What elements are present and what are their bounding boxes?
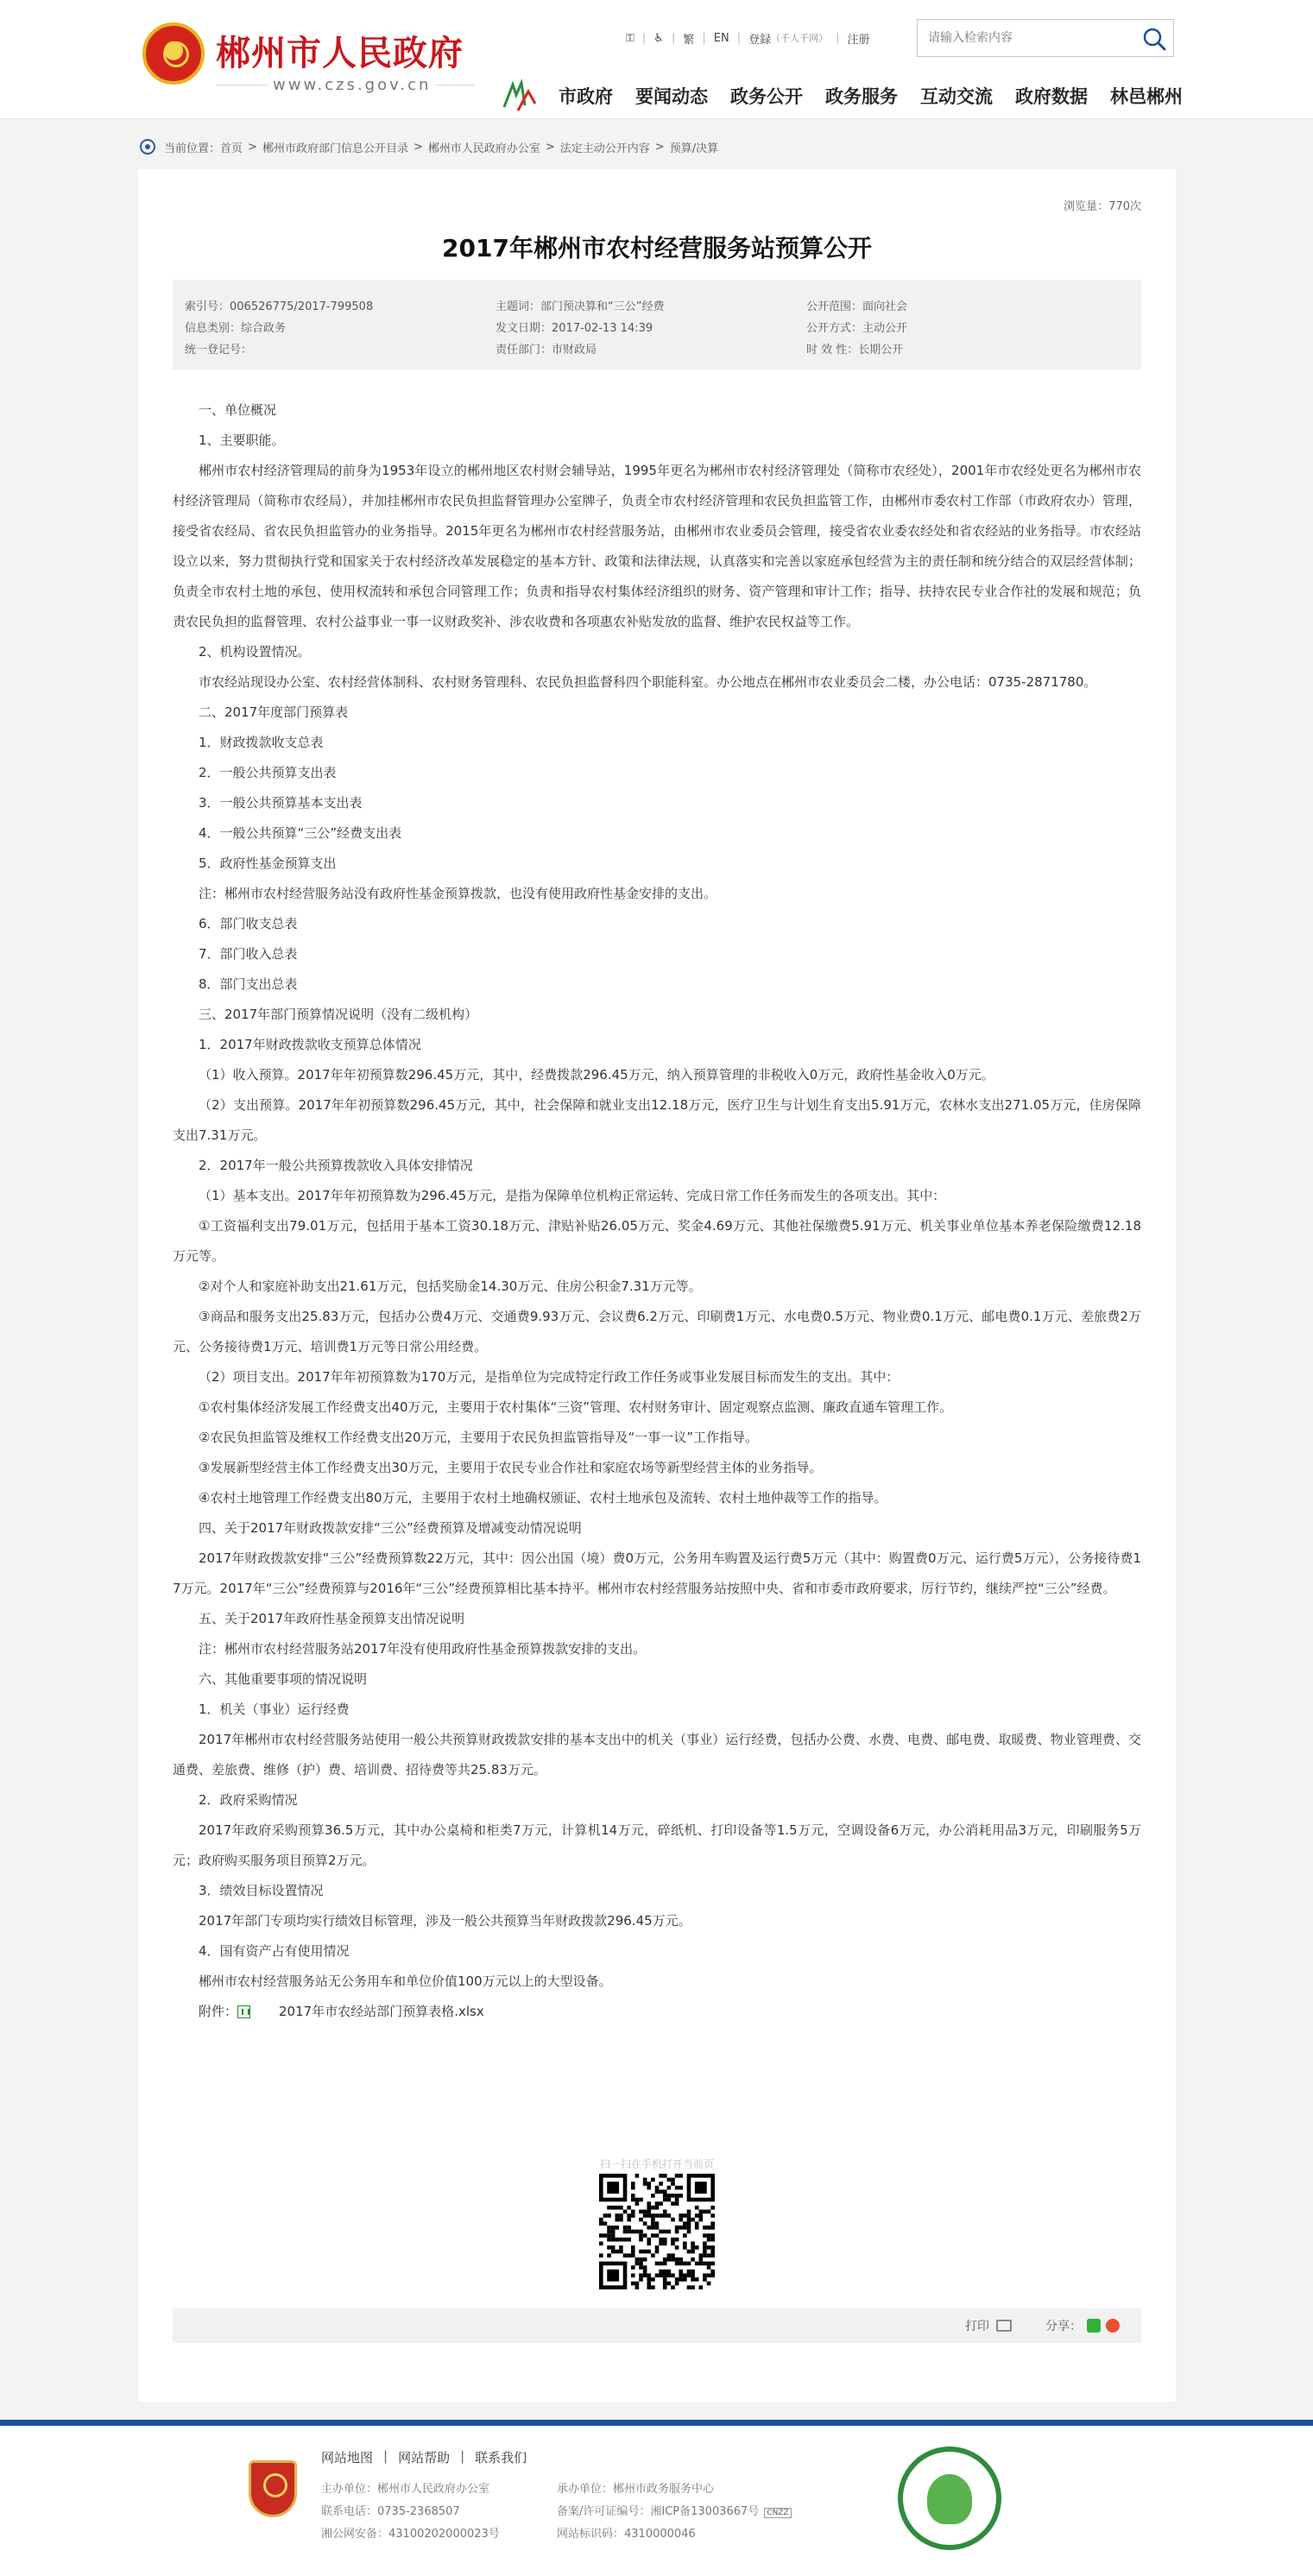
meta-unified-no: 统一登记号： — [185, 344, 253, 357]
nav-item-linyi-chenzhou[interactable]: 林邑郴州 — [1110, 86, 1183, 107]
search-box — [917, 19, 1174, 57]
wechat-icon[interactable] — [1087, 2319, 1101, 2333]
login-note: （千人千网） — [771, 33, 829, 44]
breadcrumb-item[interactable]: 郴州市人民政府办公室 — [427, 142, 540, 155]
article-paragraph: 四、关于2017年财政拨款安排“三公”经费预算及增减变动情况说明 — [199, 1520, 582, 1536]
article-paragraph: 2017年政府采购预算36.5万元，其中办公桌椅和柜类7万元，计算机14万元，碎纸机、打印设备等1.5万元，空调设备6万元，办公消耗用品3万元，印刷服务5万元；政府购买服务项目预算2万元。 — [173, 1822, 1141, 1868]
article-paragraph: 7．部门收入总表 — [199, 946, 298, 962]
article-toolbar — [173, 2308, 1141, 2343]
attachment-row — [173, 1997, 1141, 2027]
view-count: 浏览量：770次 — [1064, 200, 1141, 213]
green-website-seal-icon[interactable] — [898, 2447, 1001, 2550]
article-paragraph: 五、关于2017年政府性基金预算支出情况说明 — [199, 1611, 465, 1626]
article-paragraph: 1．机关（事业）运行经费 — [199, 1702, 350, 1717]
site-url: www.czs.gov.cn — [268, 76, 436, 94]
login-link[interactable]: 登録 — [748, 33, 772, 47]
article-paragraph: 一、单位概况 — [199, 402, 277, 418]
nav-item-news[interactable]: 要闻动态 — [635, 86, 708, 107]
article-paragraph: 市农经站现设办公室、农村经营体制科、农村财务管理科、农民负担监督科四个职能科室。办公地点在郴州市农业委员会二楼，办公电话：0735-2871780。 — [199, 674, 1097, 690]
article-paragraph: 8．部门支出总表 — [199, 976, 298, 992]
breadcrumb-item[interactable]: 首页 — [220, 142, 243, 155]
article-paragraph: ④农村土地管理工作经费支出80万元，主要用于农村土地确权颁证、农村土地承包及流转、农村土地仲裁等工作的指导。 — [199, 1490, 887, 1506]
article-paragraph: （2）项目支出。2017年年初预算数为170万元，是指单位为完成特定行政工作任务或事业发展目标而发生的支出。其中： — [199, 1369, 900, 1385]
article-paragraph: 5．政府性基金预算支出 — [199, 856, 337, 871]
article-paragraph: 1、主要职能。 — [199, 432, 285, 448]
site-footer — [0, 2426, 1313, 2576]
article-paragraph: ③商品和服务支出25.83万元，包括办公费4万元、交通费9.93万元、会议费6.2万元、印刷费1万元、水电费0.5万元、物业费0.1万元、邮电费0.1万元、差旅费2万元、公务接待费1万元、培训费1万元等日常公用经费。 — [173, 1309, 1141, 1354]
nav-item-gov-data[interactable]: 政府数据 — [1015, 86, 1088, 107]
article-paragraph: （1）收入预算。2017年年初预算数296.45万元，其中，经费拨款296.45万元，纳入预算管理的非税收入0万元，政府性基金收入0万元。 — [199, 1067, 994, 1083]
meta-validity: 时 效 性：长期公开 — [806, 344, 904, 357]
footer-phone: 联系电话：0735-2368507 — [321, 2505, 460, 2518]
qr-caption: 扫一扫在手机打开当前页 — [599, 2158, 714, 2170]
site-name[interactable]: 郴州市人民政府 — [216, 33, 464, 73]
article-paragraph: 郴州市农村经营服务站无公务用车和单位价值100万元以上的大型设备。 — [199, 1973, 612, 1989]
footer-sponsor: 主办单位：郴州市人民政府办公室 — [321, 2483, 490, 2496]
article-paragraph: 3．绩效目标设置情况 — [199, 1883, 324, 1898]
footer-link-help[interactable]: 网站帮助 — [398, 2450, 451, 2466]
article-paragraph: 2．政府采购情况 — [199, 1792, 298, 1808]
qr-code-icon — [599, 2174, 715, 2289]
article-paragraph: 2017年郴州市农村经营服务站使用一般公共预算财政拨款安排的基本支出中的机关（事业）运行经费，包括办公费、水费、电费、邮电费、取暖费、物业管理费、交通费、差旅费、维修（护）费、培训费、招待费等共25.83万元。 — [173, 1732, 1141, 1777]
article-paragraph: 六、其他重要事项的情况说明 — [199, 1671, 368, 1687]
share-label: 分享： — [1045, 2320, 1082, 2333]
accessibility-icon[interactable]: ⚿ — [626, 31, 634, 45]
meta-date: 发文日期：2017-02-13 14:39 — [496, 322, 653, 335]
article-title: 2017年郴州市农村经营服务站预算公开 — [442, 234, 872, 262]
cnzz-badge[interactable]: CNZZ — [764, 2508, 791, 2518]
share-group — [1045, 2317, 1120, 2334]
breadcrumb-item[interactable]: 郴州市政府部门信息公开目录 — [262, 142, 408, 155]
breadcrumb-item[interactable]: 法定主动公开内容 — [559, 142, 650, 155]
main-nav — [559, 83, 1205, 109]
article-paragraph: 郴州市农村经济管理局的前身为1953年设立的郴州地区农村财会辅导站，1995年更名为郴州市农村经济管理处（简称市农经处），2001年市农经处更名为郴州市农村经济管理局（简称市农经局），并加挂郴州市农民负担监督管理办公室牌子，负责全市农村经济管理和农民负担监管工作，由郴州市委农村工作部（市政府农办）管理，接受省农经局、省农民负担监管办的业务指导。2015年更名为郴州市农村经营服务站，由郴州市农业委员会管理，接受省农业委农经处和省农经站的业务指导。市农经站设立以来，努力贯彻执行党和国家关于农村经济改革发展稳定的基本方针、政策和法律法规，认真落实和完善以家庭承包经营为主的责任制和统分结合的双层经营体制；负责全市农村土地的承包、使用权流转和承包合同管理工作；负责和指导农村集体经济组织的财务、资产管理和审计工作；指导、扶持农民专业合作社的发展和规范；负责农民负担的监督管理、农村公益事业一事一议财政奖补、涉农收费和各项惠农补贴发放的监督、维护农民权益等工作。 — [173, 463, 1141, 629]
article-paragraph: ③发展新型经营主体工作经费支出30万元，主要用于农民专业合作社和家庭农场等新型经营主体的业务指导。 — [199, 1460, 823, 1475]
english-link[interactable]: EN — [713, 31, 729, 45]
footer-link-sitemap[interactable]: 网站地图 — [321, 2450, 374, 2466]
article-paragraph: 4．国有资产占有使用情况 — [199, 1943, 350, 1959]
article-paragraph: ②农民负担监管及维权工作经费支出20万元，主要用于农民负担监管指导及“一事一议”工作指导。 — [199, 1430, 759, 1445]
article-paragraph: ②对个人和家庭补助支出21.61万元，包括奖励金14.30万元、住房公积金7.31万元等。 — [199, 1279, 702, 1294]
weibo-icon[interactable] — [1106, 2319, 1120, 2333]
article-card — [138, 169, 1176, 2402]
nav-item-gov-affairs-open[interactable]: 政务公开 — [730, 86, 803, 107]
attachment-label: 附件： — [199, 2004, 238, 2019]
meta-category: 信息类别：综合政务 — [185, 322, 287, 335]
footer-site-code: 网站标识码：4310000046 — [557, 2528, 696, 2541]
article-paragraph: 1．2017年财政拨款收支预算总体情况 — [199, 1037, 421, 1052]
footer-icp-text[interactable]: 备案/许可证编号：湘ICP备13003667号 — [557, 2505, 760, 2518]
search-icon[interactable] — [1142, 27, 1166, 51]
footer-divider — [0, 2420, 1313, 2426]
article-paragraph: 注：郴州市农村经营服务站没有政府性基金预算拨款，也没有使用政府性基金安排的支出。 — [199, 886, 717, 901]
footer-links: 网站地图 | 网站帮助 | 联系我们 — [321, 2448, 527, 2466]
breadcrumb-label: 当前位置： — [164, 142, 221, 155]
excel-file-icon — [237, 2005, 250, 2018]
printer-icon — [996, 2320, 1012, 2332]
nav-item-interaction[interactable]: 互动交流 — [920, 86, 993, 107]
wheelchair-icon[interactable]: ♿ — [653, 31, 664, 45]
article-paragraph: 4．一般公共预算“三公”经费支出表 — [199, 825, 402, 841]
article-paragraph: 2、机构设置情况。 — [199, 644, 311, 660]
national-emblem-icon — [142, 22, 205, 85]
footer-police[interactable]: 湘公网安备：43100202000023号 — [321, 2528, 500, 2541]
site-header — [0, 0, 1313, 119]
article-paragraph: 2．一般公共预算支出表 — [199, 765, 337, 780]
article-paragraph: 注：郴州市农村经营服务站2017年没有使用政府性基金预算拨款安排的支出。 — [199, 1641, 647, 1657]
article-paragraph: 2．2017年一般公共预算拨款收入具体安排情况 — [199, 1158, 473, 1173]
meta-mode: 公开方式：主动公开 — [806, 322, 908, 335]
article-paragraph: 2017年财政拨款安排“三公”经费预算数22万元，其中：因公出国（境）费0万元，公务用车购置及运行费5万元（其中：购置费0万元、运行费5万元），公务接待费17万元。2017年“三公”经费预算与2016年“三公”经费预算相比基本持平。郴州市农村经营服务站按照中央、省和市委市政府要求，厉行节约，继续严控“三公”经费。 — [173, 1550, 1141, 1596]
party-gov-badge-icon[interactable] — [249, 2460, 297, 2517]
meta-index-no: 索引号：006526775/2017-799508 — [185, 300, 374, 313]
article-paragraph: ①工资福利支出79.01万元，包括用于基本工资30.18万元、津贴补贴26.05万元、奖金4.69万元、其他社保缴费5.91万元、机关事业单位基本养老保险缴费12.18万元等。 — [173, 1218, 1141, 1264]
article-paragraph: 三、2017年部门预算情况说明（没有二级机构） — [199, 1007, 478, 1022]
footer-organizer: 承办单位：郴州市政务服务中心 — [557, 2483, 715, 2496]
forest-city-logo-icon — [501, 79, 539, 114]
attachment-link[interactable]: 2017年市农经站部门预算表格.xlsx — [279, 2004, 484, 2019]
location-pin-icon — [140, 139, 155, 155]
article-paragraph: （1）基本支出。2017年年初预算数为296.45万元，是指为保障单位机构正常运转、完成日常工作任务而发生的各项支出。其中： — [199, 1188, 946, 1203]
article-paragraph: 2017年部门专项均实行绩效目标管理，涉及一般公共预算当年财政拨款296.45万元。 — [199, 1913, 691, 1929]
footer-link-contact[interactable]: 联系我们 — [475, 2450, 527, 2466]
article-paragraph: 3．一般公共预算基本支出表 — [199, 795, 363, 811]
article-paragraph: ①农村集体经济发展工作经费支出40万元，主要用于农村集体“三资”管理、农村财务审计、固定观察点监测、廉政直通车管理工作。 — [199, 1399, 953, 1415]
breadcrumb: 当前位置： 首页 > 郴州市政府部门信息公开目录 > 郴州市人民政府办公室 > 法定主动公开内容 > 预算/决算 — [0, 135, 1313, 159]
nav-item-government[interactable]: 市政府 — [559, 86, 613, 107]
meta-scope: 公开范围：面向社会 — [806, 300, 908, 313]
breadcrumb-item[interactable]: 预算/决算 — [669, 142, 719, 155]
article-paragraph: 二、2017年度部门预算表 — [199, 704, 349, 720]
article-paragraph: 6．部门收支总表 — [199, 916, 298, 931]
article-meta — [173, 280, 1141, 369]
meta-subject: 主题词：部门预决算和“三公”经费 — [496, 300, 665, 313]
nav-item-gov-services[interactable]: 政务服务 — [825, 86, 898, 107]
traditional-chinese-link[interactable]: 繁 — [683, 33, 695, 47]
footer-icp — [557, 2502, 792, 2518]
print-button[interactable] — [965, 2317, 1012, 2334]
article-paragraph: （2）支出预算。2017年年初预算数296.45万元，其中，社会保障和就业支出12.18万元，医疗卫生与计划生育支出5.91万元，农林水支出271.05万元，住房保障支出7.31万元。 — [173, 1097, 1141, 1143]
search-input[interactable] — [918, 20, 1125, 56]
print-label: 打印 — [965, 2320, 989, 2333]
article-paragraph: 1．财政拨款收支总表 — [199, 735, 324, 750]
register-link[interactable]: 注册 — [847, 33, 870, 47]
meta-dept: 责任部门：市财政局 — [496, 344, 597, 357]
top-links: ⚿ | ♿ | 繁 | EN | 登録 （千人千网） | 注册 — [626, 31, 870, 47]
article-body — [173, 395, 1141, 2027]
